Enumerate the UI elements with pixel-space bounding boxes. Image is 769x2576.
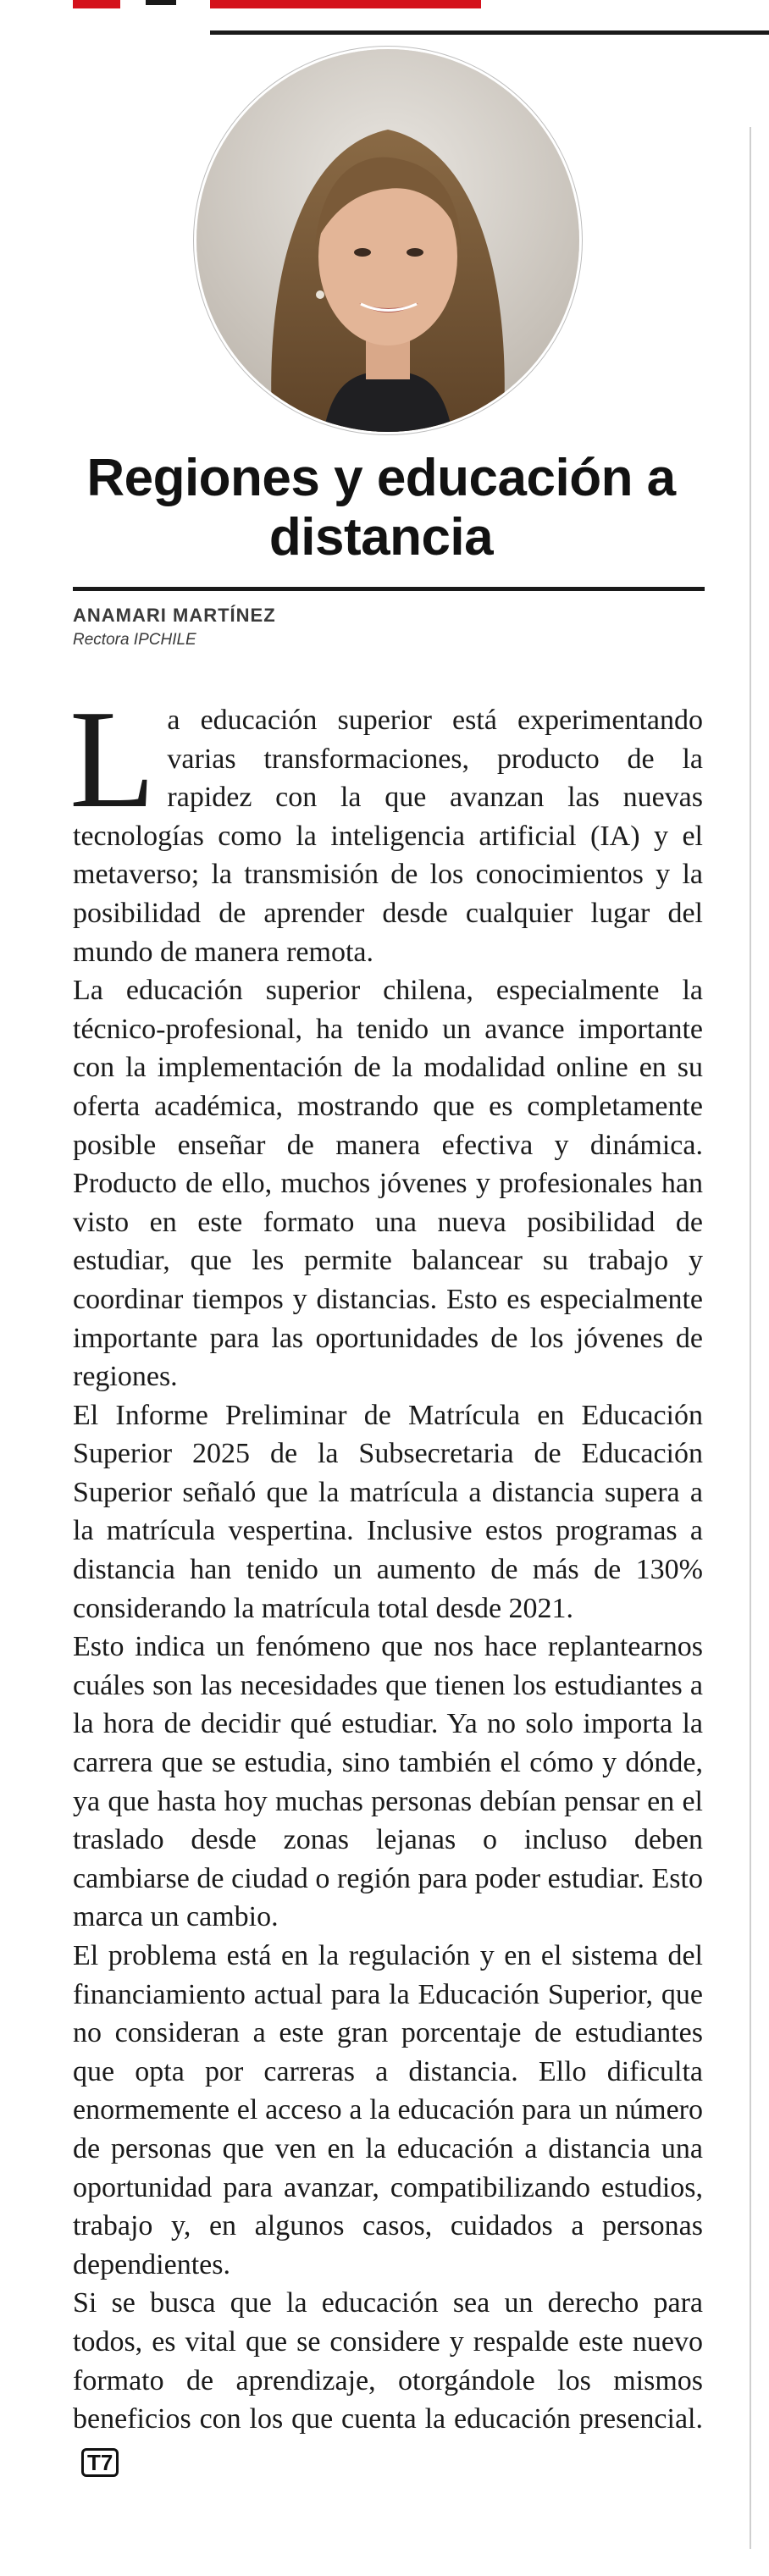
paragraph-1-text: a educación superior está experimentando varias transformaciones, producto de la rapidez con la que avanzan las nuevas tecnologías como la inteligencia artificial (IA) y el metaverso; la transmisión de los conocimientos y la posibilidad de aprender desde cualquier lugar del mundo de manera remota. xyxy=(73,705,703,968)
header-rule xyxy=(210,30,769,35)
title-rule xyxy=(73,587,705,591)
paragraph-4: Esto indica un fenómeno que nos hace replantearnos cuáles son las necesidades que tienen los estudiantes a la hora de decidir qué estudiar. Ya no solo importa la carrera que se estudia, sino también el cómo y dónde, ya que hasta hoy muchas personas debían pensar en el traslado desde zonas lejanas o incluso deben cambiarse de ciudad o región para poder estudiar. Esto marca un cambio. xyxy=(73,1631,703,1933)
header-accent-bar-right xyxy=(210,0,481,8)
paragraph-6 xyxy=(73,2284,703,2477)
column-divider xyxy=(750,127,751,2549)
author-role: Rectora IPCHILE xyxy=(73,631,196,649)
paragraph-3: El Informe Preliminar de Matrícula en Educación Superior 2025 de la Subsecretaria de Educación Superior señaló que la matrícula a distancia supera a la matrícula vespertina. Inclusive estos programas a distancia han tenido un aumento de más de 130% considerando la matrícula total desde 2021. xyxy=(73,1399,703,1624)
paragraph-2: La educación superior chilena, especialmente la técnico-profesional, ha tenido un avance importante con la implementación de la modalidad online en su oferta académica, mostrando que es completamente posible enseñar de manera efectiva y dinámica. Producto de ello, muchos jóvenes y profesionales han visto en este formato una nueva posibilidad de estudiar, que les permite balancear su trabajo y coordinar tiempos y distancias. Esto es especialmente importante para las oportunidades de los jóvenes de regiones. xyxy=(73,975,703,1393)
drop-cap: L xyxy=(69,681,156,837)
article-title: Regiones y educación a distancia xyxy=(86,449,676,567)
header-accent-bar-left xyxy=(73,0,120,8)
author-name: ANAMARI MARTÍNEZ xyxy=(73,605,276,626)
author-photo xyxy=(196,49,579,432)
paragraph-6-text: Si se busca que la educación sea un derecho para todos, es vital que se considere y respalde este nuevo formato de aprendizaje, otorgándole los mismos beneficios con los que cuenta la educación presencial. xyxy=(73,2287,703,2435)
article-body xyxy=(69,681,703,2477)
end-mark-logo: T7 xyxy=(81,2448,119,2477)
paragraph-1 xyxy=(69,681,703,971)
paragraph-5: El problema está en la regulación y en el sistema del financiamiento actual para la Educación Superior, que no consideran a este gran porcentaje de estudiantes que opta por carreras a distancia. Ello dificulta enormemente el acceso a la educación para un número de personas que ven en la educación a distancia una oportunidad para avanzar, compatibilizando estudios, trabajo y, en algunos casos, cuidados a personas dependientes. xyxy=(73,1940,703,2280)
header-dash xyxy=(146,0,176,5)
